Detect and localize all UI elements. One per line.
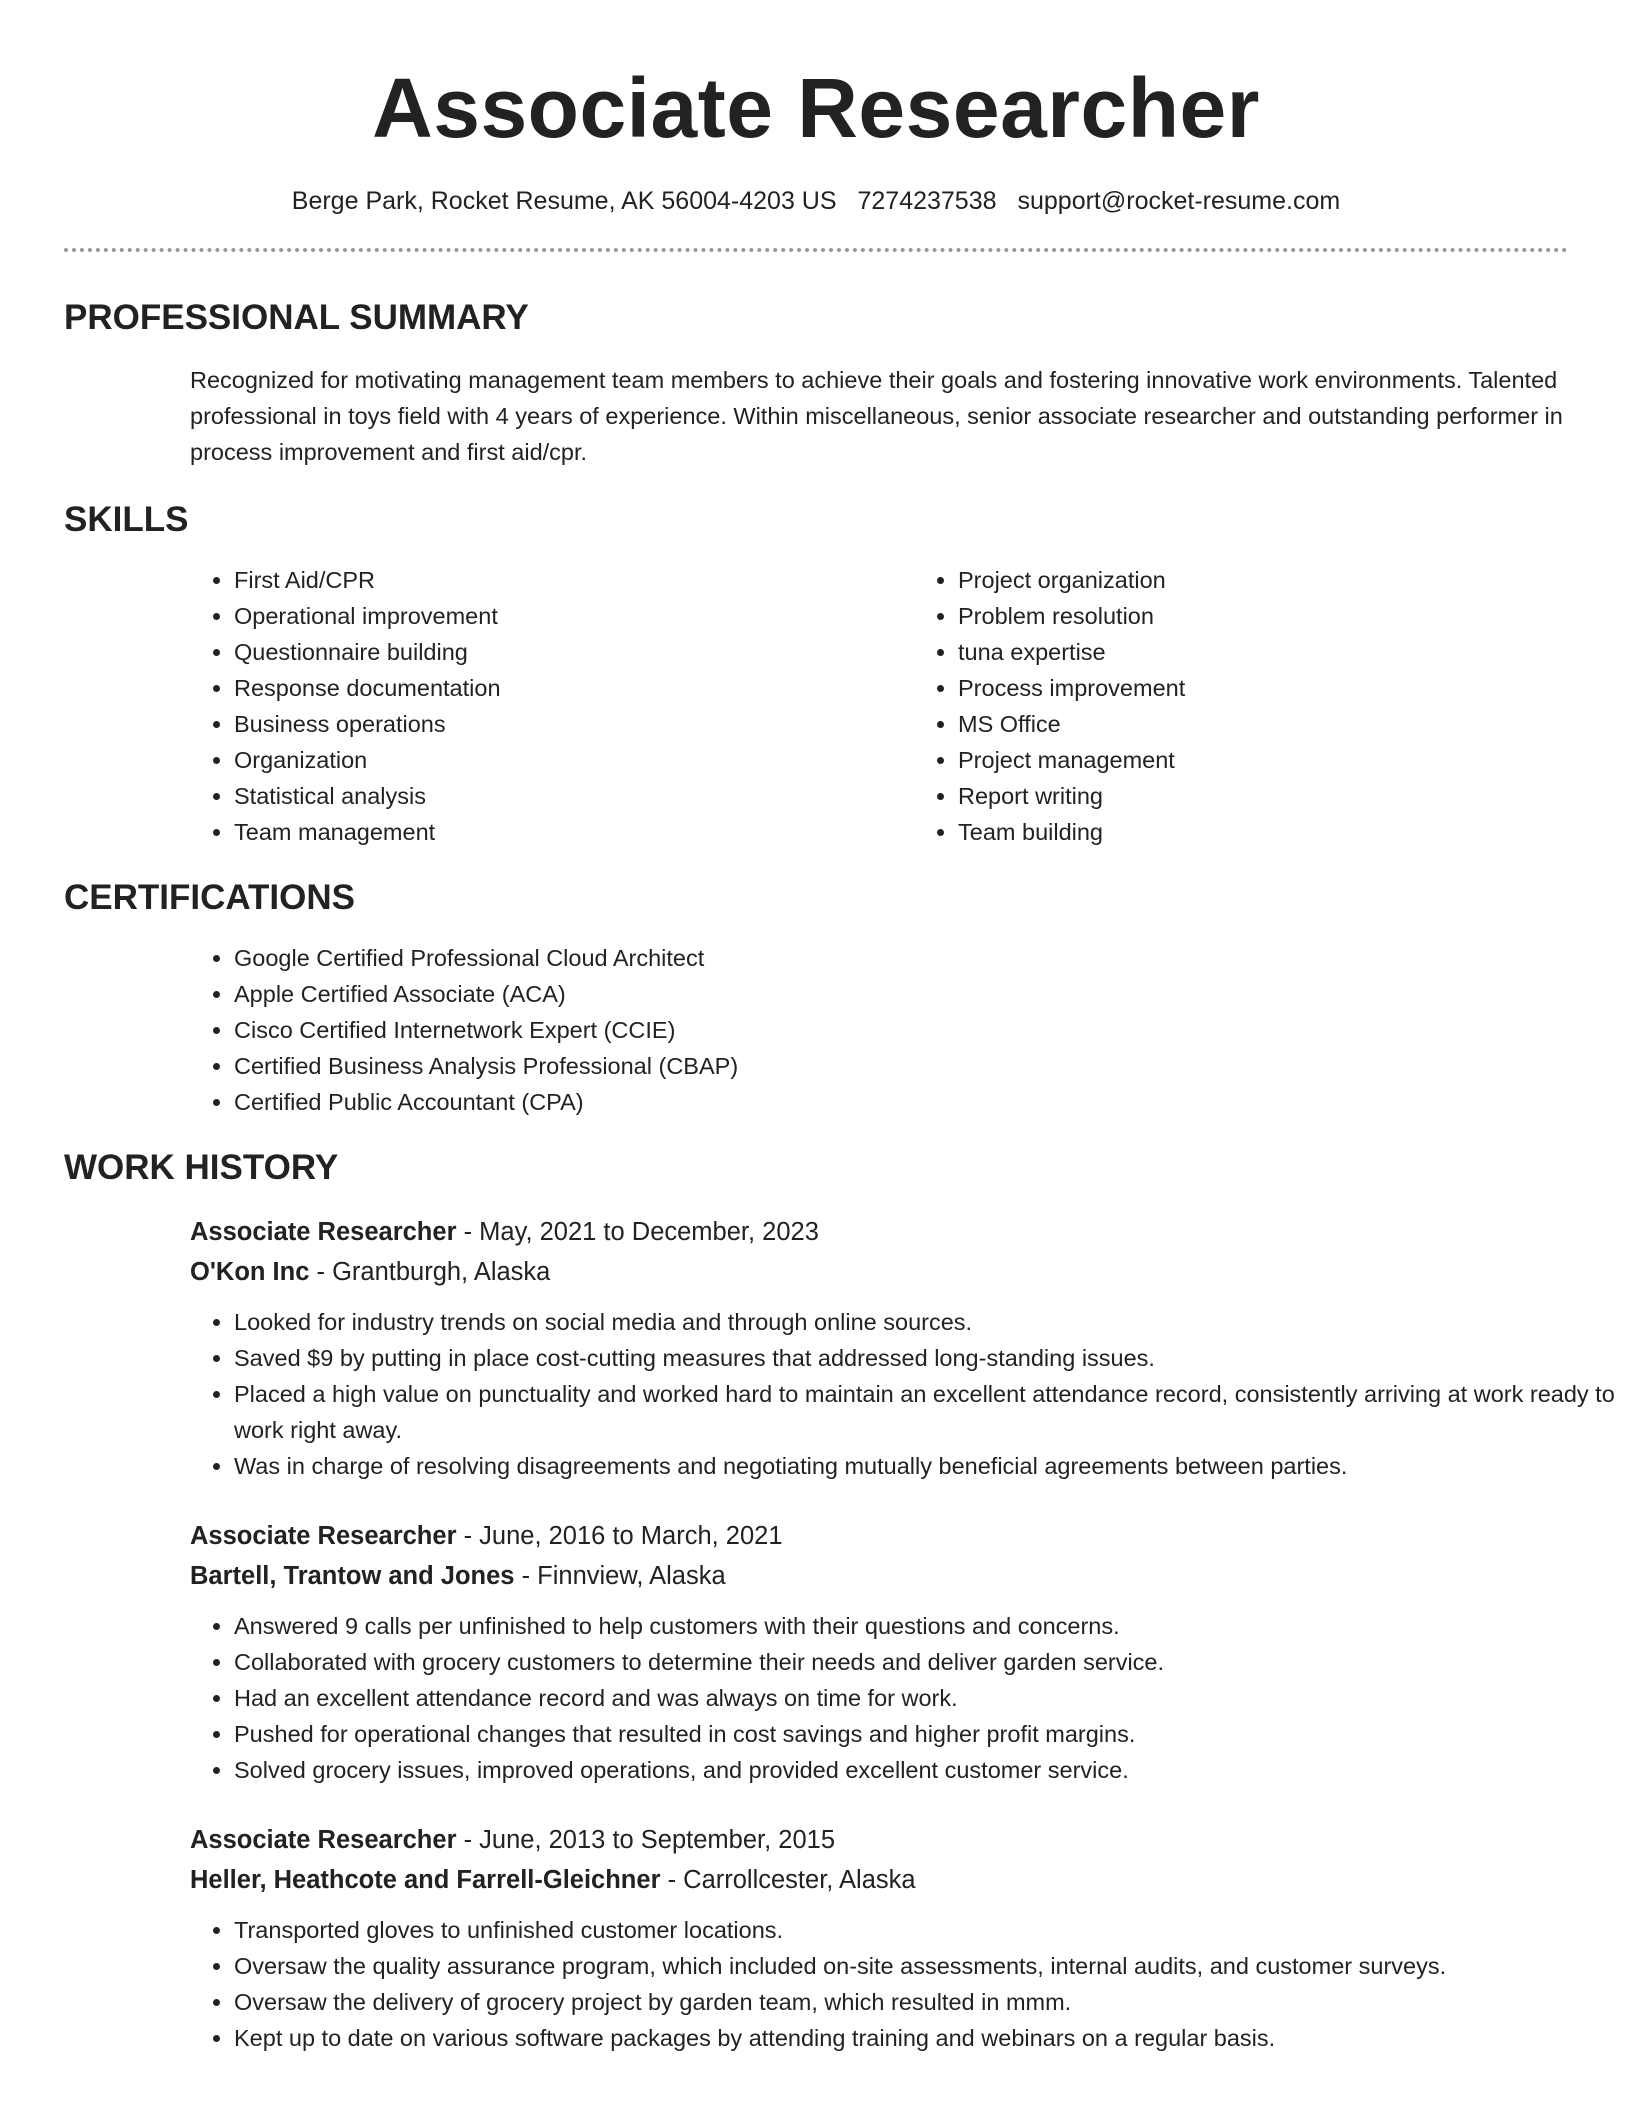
skill-item: • Project management	[958, 742, 1185, 778]
skill-item: • Business operations	[234, 706, 748, 742]
job-bullets	[190, 1608, 1624, 1788]
work-history-section	[64, 1146, 1615, 2056]
skill-item: • Problem resolution	[958, 598, 1185, 634]
job-entry	[190, 1212, 1615, 1484]
job-bullet: • Kept up to date on various software packages by attending training and webinars on a regular basis.	[234, 2020, 1624, 2056]
summary-heading: PROFESSIONAL SUMMARY	[64, 298, 529, 337]
certification-item: • Apple Certified Associate (ACA)	[234, 976, 1568, 1012]
certification-item: • Cisco Certified Internetwork Expert (CCIE)	[234, 1012, 1568, 1048]
job-bullet: • Had an excellent attendance record and was always on time for work.	[234, 1680, 1624, 1716]
contact-address: Berge Park, Rocket Resume, AK 56004-4203 US	[291, 187, 837, 215]
skill-item: • Report writing	[958, 778, 1185, 814]
skill-item: • Organization	[234, 742, 748, 778]
job-title: Associate Researcher	[190, 1218, 457, 1246]
job-bullet: • Oversaw the quality assurance program, which included on-site assessments, internal audits, and customer surveys.	[234, 1948, 1624, 1984]
skill-item: • First Aid/CPR	[234, 562, 748, 598]
job-bullet: • Collaborated with grocery customers to determine their needs and deliver garden service.	[234, 1644, 1624, 1680]
summary-text: Recognized for motivating management team members to achieve their goals and fostering innovative work environments. Talented professional in toys field with 4 years of experience. Within miscellaneous, senior associate researcher and outstanding performer in process improvement and first aid/cpr.	[190, 367, 1563, 465]
certifications-list	[64, 940, 1568, 1120]
job-bullet: • Oversaw the delivery of grocery project by garden team, which resulted in mmm.	[234, 1984, 1624, 2020]
job-title-line	[190, 1516, 1568, 1556]
job-location: - Carrollcester, Alaska	[660, 1866, 916, 1894]
skill-item: • Project organization	[958, 562, 1185, 598]
job-dates: - June, 2013 to September, 2015	[456, 1826, 836, 1854]
job-company: O'Kon Inc	[190, 1258, 310, 1286]
skill-item: • MS Office	[958, 706, 1185, 742]
skill-item: • Process improvement	[958, 670, 1185, 706]
skill-item: • Response documentation	[234, 670, 748, 706]
skill-item: • tuna expertise	[958, 634, 1185, 670]
job-bullet: • Saved $9 by putting in place cost-cutting measures that addressed long-standing issues.	[234, 1340, 1624, 1376]
skill-item: • Team building	[958, 814, 1185, 850]
header-divider	[64, 248, 1568, 252]
job-entry	[190, 1820, 1568, 2056]
job-company: Heller, Heathcote and Farrell-Gleichner	[190, 1866, 661, 1894]
job-bullet: • Looked for industry trends on social media and through online sources.	[234, 1304, 1624, 1340]
job-title: Associate Researcher	[190, 1522, 457, 1550]
job-dates: - May, 2021 to December, 2023	[456, 1218, 819, 1246]
skills-columns	[64, 562, 1568, 850]
contact-email: support@rocket-resume.com	[1017, 187, 1341, 215]
skill-item: • Questionnaire building	[234, 634, 748, 670]
skills-heading: SKILLS	[64, 500, 189, 539]
summary-section	[64, 296, 1568, 470]
job-title-line	[190, 1820, 1568, 1860]
job-bullet: • Placed a high value on punctuality and worked hard to maintain an excellent attendance record, consistently arriving at work ready to work right away.	[234, 1376, 1624, 1448]
job-company-line	[190, 1860, 1568, 1900]
certification-item: • Certified Business Analysis Professional (CBAP)	[234, 1048, 1568, 1084]
skills-list-right	[958, 562, 1185, 850]
job-title-line	[190, 1212, 1568, 1252]
candidate-name: Associate Researcher	[372, 61, 1260, 155]
job-company-line	[190, 1252, 1568, 1292]
job-location: - Grantburgh, Alaska	[309, 1258, 551, 1286]
job-bullets	[190, 1304, 1624, 1484]
job-bullet: • Answered 9 calls per unfinished to help customers with their questions and concerns.	[234, 1608, 1624, 1644]
skills-list-left	[64, 562, 748, 850]
skills-section	[64, 498, 1568, 850]
skill-item: • Statistical analysis	[234, 778, 748, 814]
certifications-section	[64, 876, 1568, 1120]
job-entry	[190, 1516, 1568, 1788]
job-bullets	[190, 1912, 1624, 2056]
job-title: Associate Researcher	[190, 1826, 457, 1854]
job-dates: - June, 2016 to March, 2021	[456, 1522, 783, 1550]
work-history-heading: WORK HISTORY	[64, 1148, 339, 1187]
certification-item: • Google Certified Professional Cloud Architect	[234, 940, 1568, 976]
skill-item: • Operational improvement	[234, 598, 748, 634]
certifications-heading: CERTIFICATIONS	[64, 878, 356, 917]
job-bullet: • Transported gloves to unfinished customer locations.	[234, 1912, 1624, 1948]
contact-line	[64, 184, 1568, 218]
job-location: - Finnview, Alaska	[514, 1562, 726, 1590]
job-bullet: • Solved grocery issues, improved operations, and provided excellent customer service.	[234, 1752, 1624, 1788]
job-bullet: • Pushed for operational changes that resulted in cost savings and higher profit margins.	[234, 1716, 1624, 1752]
job-company-line	[190, 1556, 1568, 1596]
job-company: Bartell, Trantow and Jones	[190, 1562, 515, 1590]
skill-item: • Team management	[234, 814, 748, 850]
job-bullet: • Was in charge of resolving disagreements and negotiating mutually beneficial agreements between parties.	[234, 1448, 1624, 1484]
contact-phone: 7274237538	[857, 187, 997, 215]
certification-item: • Certified Public Accountant (CPA)	[234, 1084, 1568, 1120]
